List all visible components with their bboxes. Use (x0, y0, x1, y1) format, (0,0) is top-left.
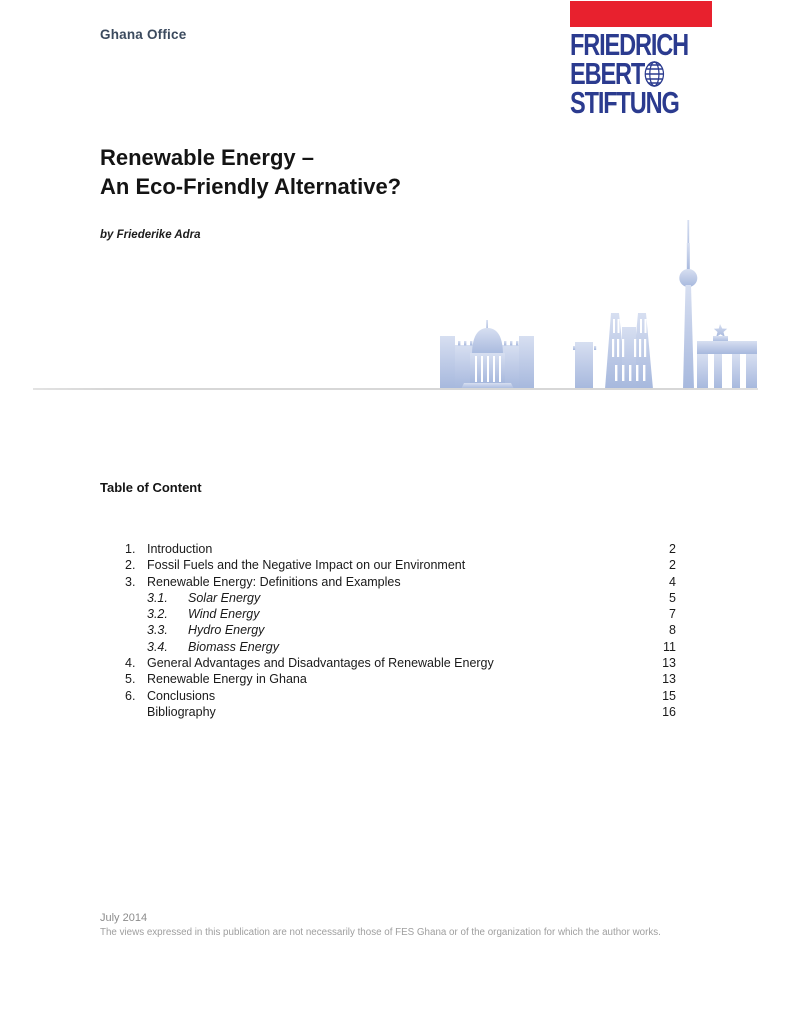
table-of-contents (100, 542, 676, 721)
toc-row-biomass-energy (100, 640, 676, 656)
toc-number: 3.4. (147, 639, 168, 654)
disclaimer-text: The views expressed in this publication are not necessarily those of FES Ghana or of the organization for which the author works. (100, 927, 661, 938)
logo-line-ebert (570, 56, 678, 91)
toc-page-number: 13 (662, 672, 676, 687)
toc-number: 2. (125, 558, 136, 573)
toc-label: Renewable Energy: Definitions and Examples (147, 574, 401, 589)
toc-row-renewable-energy-ghana (100, 672, 676, 688)
title-line-1: Renewable Energy – (100, 145, 314, 170)
toc-page-number: 2 (669, 542, 676, 556)
toc-number: 4. (125, 656, 136, 671)
toc-row-renewable-energy (100, 575, 676, 591)
toc-number: 3. (125, 574, 136, 589)
toc-page-number: 16 (662, 704, 676, 719)
toc-row-bibliography (100, 705, 676, 721)
toc-row-solar-energy (100, 591, 676, 607)
logo-line-stiftung: STIFTUNG (570, 85, 679, 120)
toc-row-fossil-fuels (100, 558, 676, 574)
toc-label: Wind Energy (188, 607, 260, 622)
toc-row-wind-energy (100, 607, 676, 623)
toc-page-number: 2 (669, 558, 676, 573)
toc-row-hydro-energy (100, 623, 676, 639)
author-byline: by Friederike Adra (100, 229, 201, 241)
toc-heading: Table of Content (100, 480, 202, 495)
toc-number: 3.1. (147, 590, 168, 605)
logo-ebert-text: EBERT (570, 56, 645, 91)
toc-label: Introduction (147, 542, 213, 556)
toc-page-number: 13 (662, 656, 676, 671)
logo-red-bar (570, 1, 712, 27)
fes-logo (570, 1, 712, 120)
page-footer (100, 911, 700, 939)
toc-row-conclusions (100, 689, 676, 705)
toc-number: 1. (125, 542, 136, 556)
toc-label: Conclusions (147, 688, 216, 703)
toc-label: Hydro Energy (188, 623, 265, 638)
horizontal-divider (33, 388, 758, 390)
toc-page-number: 15 (662, 688, 676, 703)
toc-row-introduction (100, 542, 676, 558)
toc-label: Renewable Energy in Ghana (147, 672, 307, 687)
office-label: Ghana Office (100, 27, 187, 42)
toc-page-number: 8 (669, 623, 676, 638)
toc-page-number: 7 (669, 607, 676, 622)
title-line-2: An Eco-Friendly Alternative? (100, 173, 402, 199)
toc-number: 5. (125, 672, 136, 687)
toc-row-advantages-disadvantages (100, 656, 676, 672)
berlin-skyline-graphic (430, 215, 765, 389)
logo-wordmark (570, 27, 712, 120)
toc-page-number: 11 (663, 639, 676, 654)
toc-page-number: 4 (669, 574, 676, 589)
logo-line-friedrich: FRIEDRICH (570, 27, 689, 62)
toc-label: Fossil Fuels and the Negative Impact on our Environment (147, 558, 466, 573)
document-title (100, 144, 401, 201)
toc-number: 3.2. (147, 607, 168, 622)
toc-label: Biomass Energy (188, 639, 280, 654)
toc-label: Bibliography (147, 704, 216, 719)
toc-page-number: 5 (669, 590, 676, 605)
publication-date: July 2014 (100, 912, 148, 924)
toc-number: 3.3. (147, 623, 168, 638)
toc-number: 6. (125, 688, 136, 703)
globe-icon (643, 60, 664, 88)
toc-label: Solar Energy (188, 590, 261, 605)
toc-label: General Advantages and Disadvantages of Renewable Energy (147, 656, 494, 671)
